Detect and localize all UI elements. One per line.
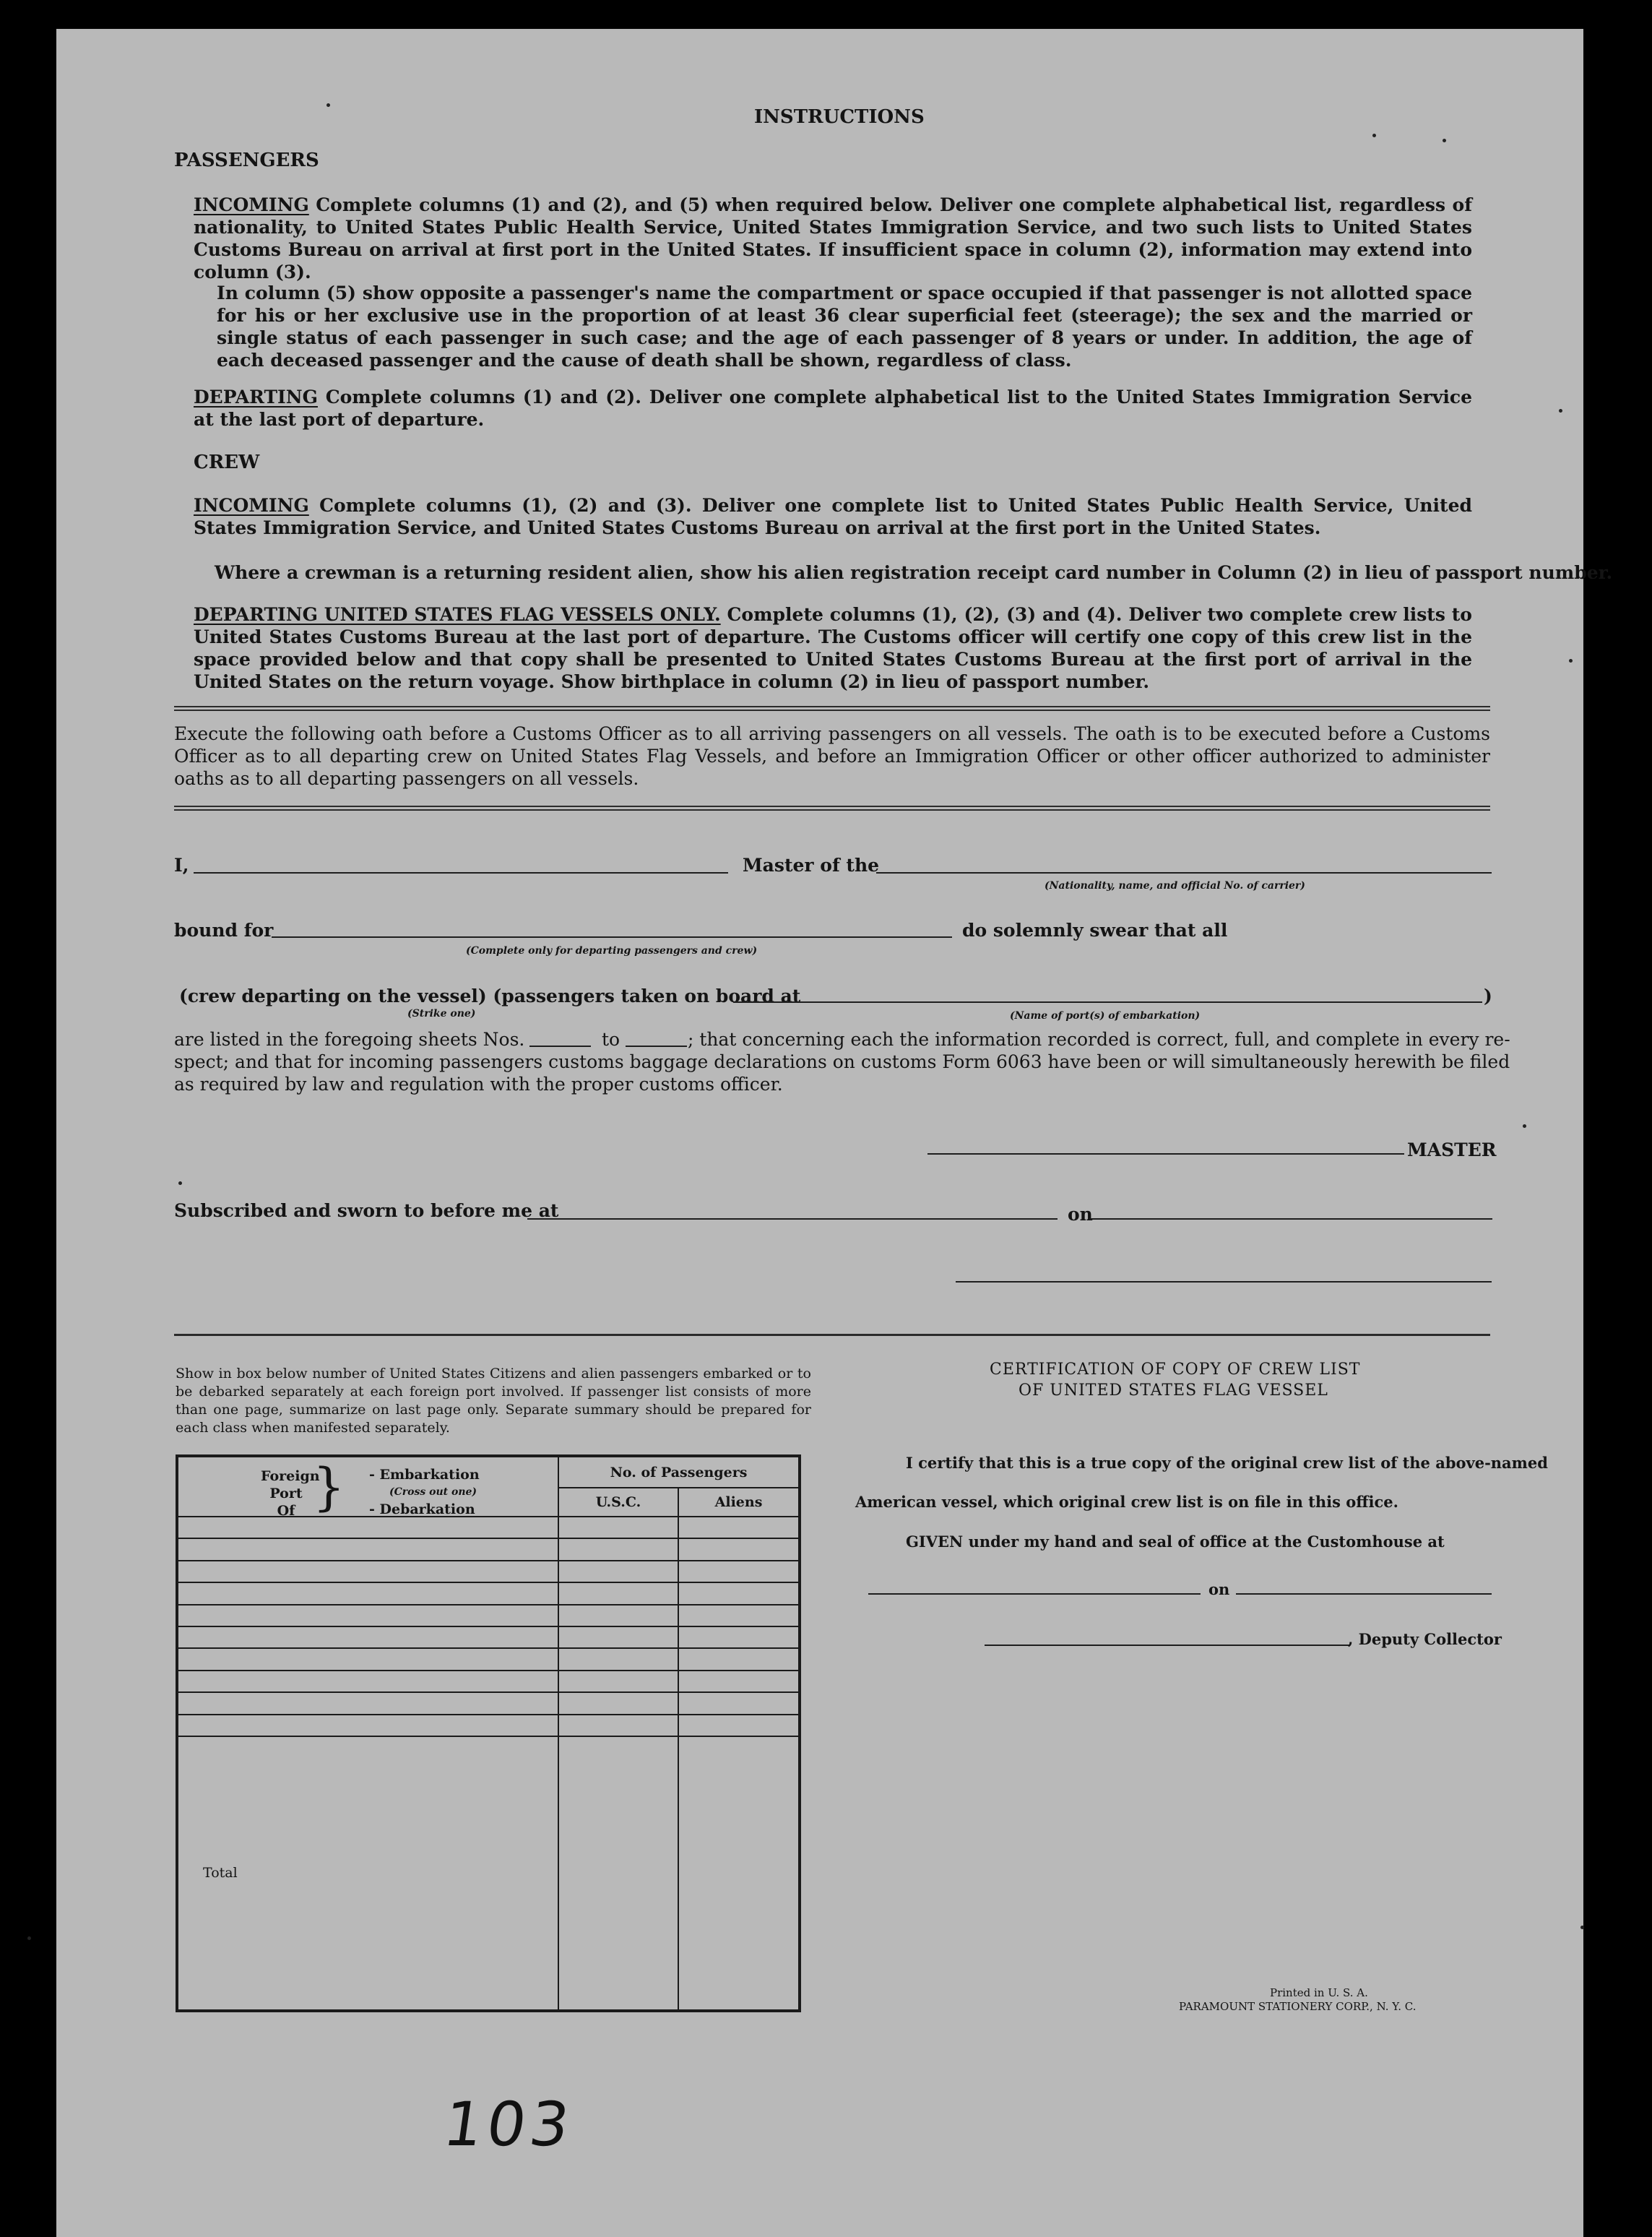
- speck: [1523, 1124, 1526, 1128]
- crew-heading: CREW: [194, 452, 260, 473]
- crew-flag-paragraph: [194, 603, 1472, 693]
- table-row[interactable]: [177, 1692, 800, 1714]
- usc-header: U.S.C.: [558, 1488, 678, 1517]
- oath-i-label: I,: [174, 855, 189, 876]
- strike-one-caption: (Strike one): [407, 1008, 476, 1020]
- printer-line-2: PARAMOUNT STATIONERY CORP., N. Y. C.: [1179, 2000, 1417, 2013]
- passengers-incoming-label: INCOMING: [194, 194, 309, 215]
- crew-incoming-text: Complete columns (1), (2) and (3). Deliver one complete list to United States Public Health Service, United States Immigration Service, and United States Customs Bureau on arrival at the first port in the United States.: [194, 495, 1472, 538]
- customhouse-field[interactable]: [868, 1593, 1201, 1595]
- table-row[interactable]: [177, 1605, 800, 1626]
- bound-for-field[interactable]: [272, 936, 952, 938]
- page-title: INSTRUCTIONS: [754, 106, 925, 128]
- table-row[interactable]: [177, 1626, 800, 1648]
- officer-signature-field[interactable]: [956, 1281, 1492, 1283]
- do-swear-label: do solemnly swear that all: [962, 920, 1228, 941]
- certification-line-1: I certify that this is a true copy of the original crew list of the above-named: [906, 1454, 1548, 1472]
- crew-incoming-paragraph: [194, 494, 1472, 539]
- certification-line-3: GIVEN under my hand and seal of office at the Customhouse at: [906, 1533, 1445, 1551]
- sworn-date-field[interactable]: [1089, 1218, 1492, 1220]
- crew-departing-label: (crew departing on the vessel) (passengers taken on board at: [179, 986, 801, 1007]
- foreign-port-of: [261, 1467, 320, 1520]
- embarkation-label: - Embarkation: [369, 1467, 480, 1483]
- oath-instructions: Execute the following oath before a Customs Officer as to all arriving passengers on all vessels. The oath is to be executed before a Customs Officer as to all departing crew on United States Flag Vessels, and before an Immigration Officer or other officer authorized to administer oaths as to all departing passengers on all vessels.: [174, 723, 1490, 789]
- master-signature-field[interactable]: [927, 1153, 1404, 1155]
- carrier-field[interactable]: [876, 872, 1492, 874]
- crew-incoming-label: INCOMING: [194, 495, 309, 516]
- carrier-caption: (Nationality, name, and official No. of carrier): [1045, 880, 1305, 892]
- bound-for-caption: (Complete only for departing passengers and crew): [466, 945, 758, 957]
- table-row[interactable]: [177, 1582, 800, 1604]
- crew-resident-paragraph: Where a crewman is a returning resident alien, show his alien registration receipt card number in Column (2) in lieu of passport number.: [215, 562, 1613, 583]
- bound-for-label: bound for: [174, 920, 274, 941]
- section-divider: [174, 706, 1490, 711]
- sworn-at-field[interactable]: [527, 1218, 1058, 1220]
- passengers-departing-text: Complete columns (1) and (2). Deliver one complete alphabetical list to the United States Immigration Service at the last port of departure.: [194, 387, 1472, 430]
- listed-to: to: [602, 1029, 620, 1050]
- certification-line-2: American vessel, which original crew list is on file in this office.: [855, 1493, 1398, 1511]
- table-row[interactable]: [177, 1648, 800, 1670]
- master-of-the-label: Master of the: [743, 855, 880, 876]
- crew-flag-text: Complete columns (1), (2), (3) and (4). Deliver two complete crew lists to United States Customs Bureau at the last port of departure. The Customs officer will certify one copy of this crew list in the space provided below and that copy shall be presented to United States Customs Bureau at the first port of arrival in the United States on the return voyage. Show birthplace in column (2) in lieu of passport number.: [194, 604, 1472, 692]
- close-paren: ): [1484, 986, 1492, 1007]
- port-label: Port: [269, 1486, 303, 1501]
- subscribed-label: Subscribed and sworn to before me at: [174, 1200, 559, 1221]
- certification-date-field[interactable]: [1236, 1593, 1492, 1595]
- table-row[interactable]: [177, 1561, 800, 1582]
- oath-line-3: as required by law and regulation with the proper customs officer.: [174, 1074, 783, 1095]
- speck: [1443, 139, 1446, 142]
- crew-flag-label: DEPARTING UNITED STATES FLAG VESSELS ONLY.: [194, 604, 721, 625]
- oath-line-2: spect; and that for incoming passengers customs baggage declarations on customs Form 6063 have been or will simultaneously herewith be filed: [174, 1051, 1510, 1072]
- ports-field[interactable]: [733, 1001, 1482, 1003]
- printer-line-1: Printed in U. S. A.: [1270, 1986, 1368, 1999]
- certification-title-2: OF UNITED STATES FLAG VESSEL: [1019, 1382, 1328, 1400]
- deputy-signature-field[interactable]: [985, 1645, 1349, 1646]
- cross-out-label: (Cross out one): [389, 1486, 477, 1498]
- of-label: Of: [277, 1503, 295, 1519]
- ports-caption: (Name of port(s) of embarkation): [1010, 1010, 1201, 1022]
- foreign-port-header: [177, 1456, 558, 1517]
- handwritten-page-number: 103: [439, 2089, 579, 2160]
- sworn-on-label: on: [1068, 1204, 1093, 1225]
- speck: [1372, 134, 1376, 137]
- passengers-departing-paragraph: [194, 386, 1472, 431]
- speck: [178, 1181, 182, 1185]
- master-label: MASTER: [1407, 1139, 1497, 1160]
- table-row[interactable]: [177, 1715, 800, 1736]
- certification-on-label: on: [1208, 1580, 1230, 1598]
- speck: [1580, 1926, 1584, 1929]
- passengers-incoming-text: Complete columns (1) and (2), and (5) when required below. Deliver one complete alphabetical list, regardless of nationality, to United States Public Health Service, United States Immigration Service, and two such lists to United States Customs Bureau on arrival at first port in the United States. If insufficient space in column (2), information may extend into column (3).: [194, 194, 1472, 283]
- master-name-field[interactable]: [194, 872, 728, 874]
- oath-divider: [174, 806, 1490, 811]
- sheet-to-field[interactable]: [626, 1046, 687, 1047]
- embarkation-options: [369, 1466, 480, 1518]
- aliens-header: Aliens: [678, 1488, 800, 1517]
- summary-instructions: Show in box below number of United States Citizens and alien passengers embarked or to be debarked separately at each foreign port involved. If passenger list consists of more than one page, summarize on last page only. Separate summary should be prepared for each class when manifested separately.: [176, 1366, 811, 1436]
- passengers-departing-label: DEPARTING: [194, 387, 318, 408]
- speck: [326, 103, 330, 107]
- sheet-from-field[interactable]: [529, 1046, 591, 1047]
- passengers-heading: PASSENGERS: [174, 150, 319, 171]
- passengers-column5-paragraph: In column (5) show opposite a passenger's name the compartment or space occupied if that passenger is not allotted space for his or her exclusive use in the proportion of at least 36 clear superficial feet (steerage); the sex and the married or single status of each passenger in such case; and the age of each passenger of 8 years or under. In addition, the age of each deceased passenger and the cause of death shall be shown, regardless of class.: [217, 283, 1472, 371]
- total-row[interactable]: [177, 1736, 800, 2011]
- listed-part-a: are listed in the foregoing sheets Nos.: [174, 1029, 525, 1050]
- speck: [1559, 409, 1562, 413]
- certification-title-1: CERTIFICATION OF COPY OF CREW LIST: [990, 1361, 1361, 1379]
- total-label: Total: [177, 1736, 558, 2011]
- deputy-collector-label: , Deputy Collector: [1348, 1630, 1502, 1648]
- table-row[interactable]: [177, 1671, 800, 1692]
- passengers-incoming-paragraph: [194, 194, 1472, 283]
- brace-icon: }: [313, 1457, 345, 1517]
- no-passengers-header: No. of Passengers: [558, 1456, 800, 1488]
- foreign-label: Foreign: [261, 1468, 320, 1484]
- listed-part-b: ; that concerning each the information recorded is correct, full, and complete in every re-: [688, 1029, 1510, 1050]
- passenger-summary-table: [176, 1454, 801, 2012]
- speck: [1569, 659, 1573, 663]
- speck: [27, 1936, 31, 1940]
- table-row[interactable]: [177, 1517, 800, 1538]
- debarkation-label: - Debarkation: [369, 1501, 475, 1517]
- table-row[interactable]: [177, 1538, 800, 1560]
- summary-divider: [174, 1334, 1490, 1336]
